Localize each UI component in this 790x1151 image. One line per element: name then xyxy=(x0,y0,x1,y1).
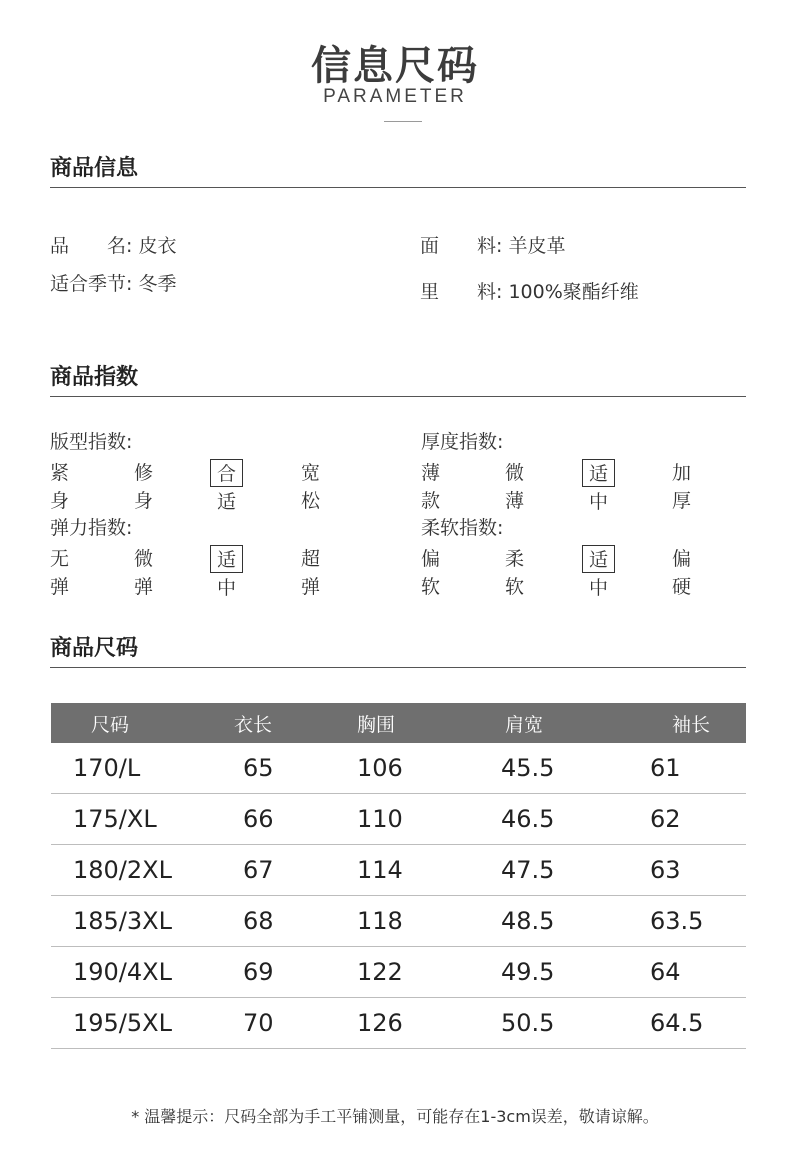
elasticity-option: 微弹 xyxy=(134,548,154,598)
table-cell: 62 xyxy=(650,794,746,845)
section-header-info xyxy=(50,151,746,188)
elasticity-option: 无弹 xyxy=(50,548,70,598)
table-row xyxy=(51,794,746,845)
table-row xyxy=(51,947,746,998)
elasticity-index-label: 弹力指数: xyxy=(50,517,133,539)
softness-option: 柔软 xyxy=(505,548,525,598)
table-cell: 175/XL xyxy=(51,794,222,845)
info-lining-value: 100%聚酯纤维 xyxy=(508,281,639,303)
table-cell: 45.5 xyxy=(501,743,650,794)
table-cell: 195/5XL xyxy=(51,998,222,1049)
measurement-note: * 温馨提示：尺码全部为手工平铺测量，可能存在1-3cm误差，敬请谅解。 xyxy=(131,1107,659,1126)
table-row xyxy=(51,743,746,794)
softness-option: 偏软 xyxy=(421,548,441,598)
thickness-option: 加厚 xyxy=(672,462,692,512)
elasticity-option-selected: 适中 xyxy=(210,545,243,573)
table-cell: 190/4XL xyxy=(51,947,222,998)
thickness-option: 微薄 xyxy=(505,462,525,512)
fit-option-selected: 合适 xyxy=(210,459,243,487)
table-row xyxy=(51,896,746,947)
table-cell: 70 xyxy=(222,998,355,1049)
elasticity-option: 超弹 xyxy=(301,548,321,598)
fit-index-label: 版型指数: xyxy=(50,431,133,453)
info-season-value: 冬季 xyxy=(138,273,177,295)
table-cell: 49.5 xyxy=(501,947,650,998)
table-cell: 48.5 xyxy=(501,896,650,947)
table-cell: 66 xyxy=(222,794,355,845)
table-cell: 67 xyxy=(222,845,355,896)
size-table-header-row xyxy=(51,703,746,743)
table-cell: 64.5 xyxy=(650,998,746,1049)
fit-option: 紧身 xyxy=(50,462,70,512)
fit-option: 修身 xyxy=(134,462,154,512)
title-divider xyxy=(384,121,422,122)
table-cell: 50.5 xyxy=(501,998,650,1049)
table-cell: 47.5 xyxy=(501,845,650,896)
table-cell: 69 xyxy=(222,947,355,998)
thickness-option-selected: 适中 xyxy=(582,459,615,487)
size-table xyxy=(51,703,746,1049)
table-cell: 118 xyxy=(355,896,501,947)
info-season-label: 适合季节: xyxy=(50,273,133,295)
table-cell: 68 xyxy=(222,896,355,947)
table-cell: 114 xyxy=(355,845,501,896)
table-cell: 63 xyxy=(650,845,746,896)
column-header: 袖长 xyxy=(650,703,746,743)
table-cell: 122 xyxy=(355,947,501,998)
table-cell: 64 xyxy=(650,947,746,998)
section-header-size xyxy=(50,631,746,668)
table-cell: 185/3XL xyxy=(51,896,222,947)
table-cell: 61 xyxy=(650,743,746,794)
column-header: 胸围 xyxy=(355,703,501,743)
info-name-label: 品 名: xyxy=(50,235,133,257)
fit-option: 宽松 xyxy=(301,462,321,512)
table-row xyxy=(51,998,746,1049)
section-header-index xyxy=(50,360,746,397)
info-season xyxy=(50,269,176,296)
thickness-index-label: 厚度指数: xyxy=(421,431,504,453)
info-name xyxy=(50,231,176,258)
softness-index-label: 柔软指数: xyxy=(421,517,504,539)
softness-option: 偏硬 xyxy=(672,548,692,598)
table-cell: 106 xyxy=(355,743,501,794)
page-title: 信息尺码 xyxy=(311,43,479,89)
info-fabric-label: 面 料: xyxy=(420,235,503,257)
info-name-value: 皮衣 xyxy=(138,235,177,257)
table-cell: 63.5 xyxy=(650,896,746,947)
softness-option-selected: 适中 xyxy=(582,545,615,573)
table-cell: 65 xyxy=(222,743,355,794)
table-cell: 46.5 xyxy=(501,794,650,845)
table-cell: 126 xyxy=(355,998,501,1049)
table-row xyxy=(51,845,746,896)
info-lining xyxy=(420,277,639,304)
section-title-size: 商品尺码 xyxy=(50,636,139,661)
table-cell: 180/2XL xyxy=(51,845,222,896)
column-header: 肩宽 xyxy=(501,703,650,743)
page-subtitle: PARAMETER xyxy=(323,86,467,107)
thickness-option: 薄款 xyxy=(421,462,441,512)
table-cell: 110 xyxy=(355,794,501,845)
column-header: 尺码 xyxy=(51,703,222,743)
column-header: 衣长 xyxy=(222,703,355,743)
table-cell: 170/L xyxy=(51,743,222,794)
info-fabric xyxy=(420,231,565,258)
info-lining-label: 里 料: xyxy=(420,281,503,303)
section-title-index: 商品指数 xyxy=(50,365,139,390)
info-fabric-value: 羊皮革 xyxy=(508,235,566,257)
section-title-info: 商品信息 xyxy=(50,156,139,181)
